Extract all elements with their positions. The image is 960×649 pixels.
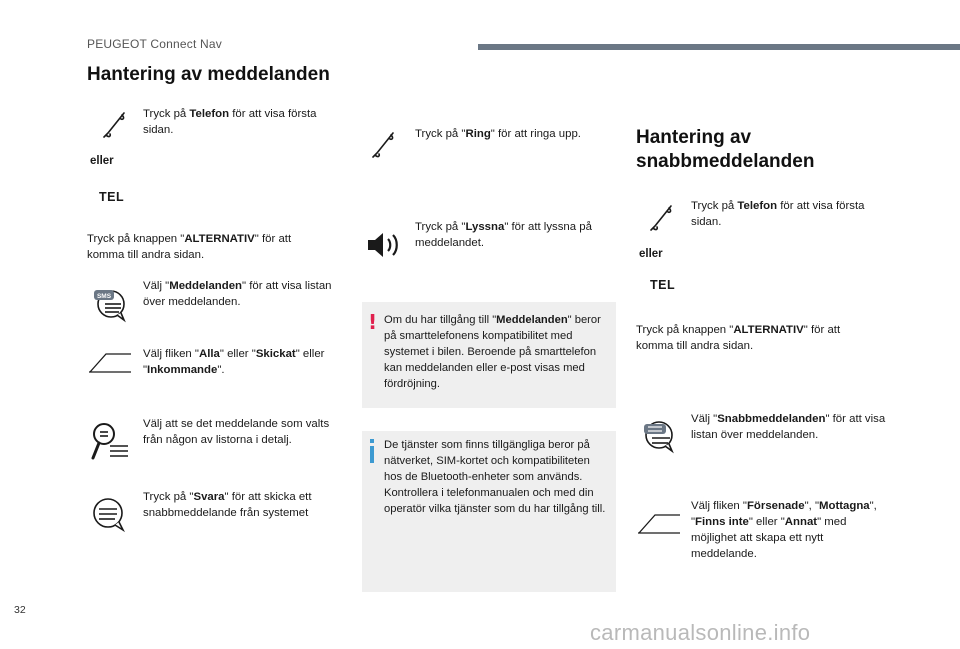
step-telefon-right: Tryck på Telefon för att visa första sidan. — [691, 200, 865, 228]
tab-icon — [88, 350, 132, 374]
watermark: carmanualsonline.info — [590, 620, 811, 645]
step-flikar: Välj fliken "Alla" eller "Skickat" eller "Inkommande". — [143, 348, 325, 376]
header-brand: PEUGEOT Connect Nav — [87, 37, 222, 51]
page-number: 32 — [14, 604, 26, 616]
step-snabbmeddelanden: Välj "Snabbmeddelanden" för att visa listan över meddelanden. — [691, 413, 886, 441]
phone-icon-right — [648, 203, 674, 233]
or-label-right: eller — [639, 248, 663, 260]
info-note — [362, 431, 616, 592]
step-ring: Tryck på "Ring" för att ringa upp. — [415, 128, 581, 140]
info-icon — [370, 446, 374, 463]
step-alternativ-right: Tryck på knappen "ALTERNATIV" för att komma till andra sidan. — [636, 324, 841, 352]
tel-button-right: TEL — [650, 278, 676, 292]
warning-text: Om du har tillgång till "Meddelanden" beror på smarttelefonens kompatibilitet med systemet i bilen. Beroende på smarttelefon kan meddelanden eller e-post visas med fördröjning. — [384, 314, 601, 390]
reply-message-icon — [88, 497, 130, 533]
page-title: Hantering av meddelanden — [87, 64, 330, 85]
info-text: De tjänster som finns tillgängliga beror på nätverket, SIM-kortet och kompatibiliteten hos de Bluetooth-enheter som används. Kontrollera i telefonmanualen och med din operatör vilka tjänster som du har tillgång till. — [384, 439, 606, 515]
warning-icon: ! — [368, 310, 378, 334]
quick-message-icon — [638, 418, 680, 454]
step-lyssna: Tryck på "Lyssna" för att lyssna på meddelandet. — [415, 221, 592, 249]
warning-note — [362, 302, 616, 408]
sms-icon — [91, 287, 131, 323]
step-svara: Tryck på "Svara" för att skicka ett snabbmeddelande från systemet — [143, 491, 312, 519]
step-detalj: Välj att se det meddelande som valts från någon av listorna i detalj. — [143, 418, 330, 446]
step-meddelanden: Välj "Meddelanden" för att visa listan över meddelanden. — [143, 280, 332, 308]
step-flikar-right: Välj fliken "Försenade", "Mottagna", "Finns inte" eller "Annat" med möjlighet att skapa ett nytt meddelande. — [691, 500, 877, 560]
tab-icon-right — [637, 511, 681, 535]
step-alternativ: Tryck på knappen "ALTERNATIV" för att komma till andra sidan. — [87, 233, 292, 261]
info-icon-dot — [370, 439, 374, 443]
section-title: Hantering av snabbmeddelanden — [636, 127, 815, 172]
or-label: eller — [90, 155, 114, 167]
speaker-icon — [366, 230, 402, 260]
tel-button: TEL — [99, 190, 125, 204]
phone-icon — [101, 110, 127, 140]
sms-badge-text: SMS — [96, 293, 112, 300]
step-telefon: Tryck på Telefon för att visa första sidan. — [143, 108, 317, 136]
phone-call-icon — [370, 130, 396, 160]
header-bar — [478, 44, 960, 50]
magnifier-list-icon — [90, 420, 130, 462]
